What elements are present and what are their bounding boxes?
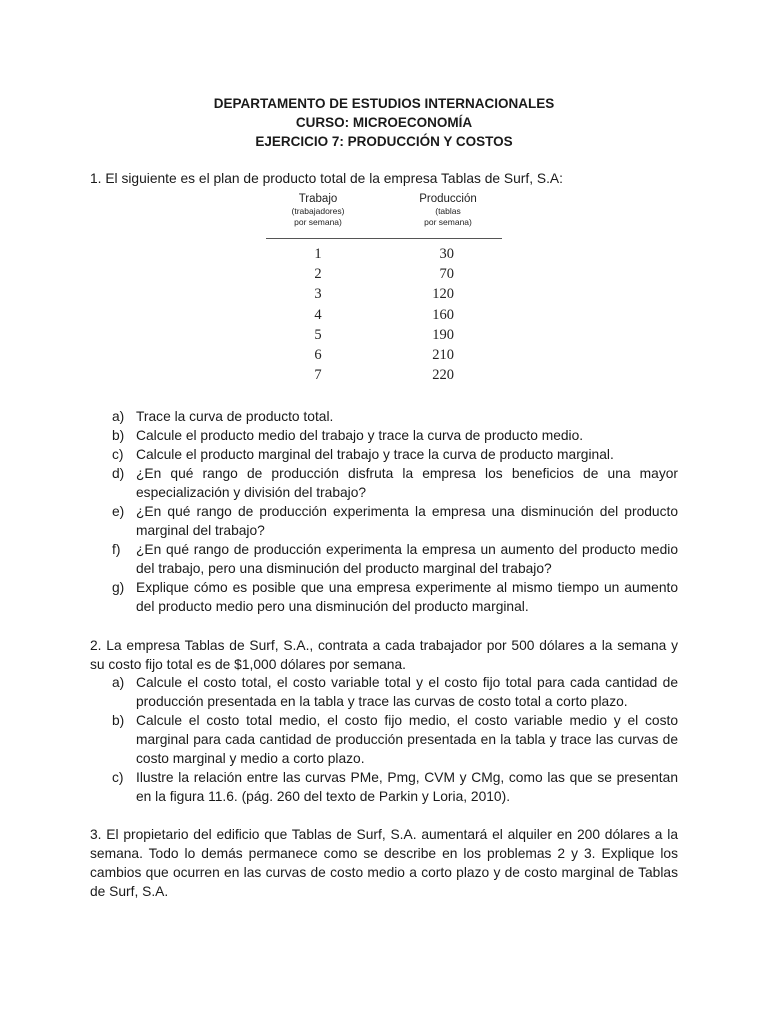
column-title: Producción <box>419 193 477 205</box>
list-item <box>112 768 678 806</box>
produccion-cell: 190 <box>432 326 454 343</box>
trabajo-cell: 6 <box>314 346 322 363</box>
column-subtitle: (tablas <box>435 206 461 216</box>
item-text: Explique cómo es posible que una empresa experimente al mismo tiempo un aumento del producto medio pero una disminución del producto marginal. <box>136 580 678 614</box>
item-label: c) <box>112 770 124 785</box>
trabajo-cell: 4 <box>314 306 322 323</box>
production-table <box>266 192 502 385</box>
item-text: Trace la curva de producto total. <box>136 409 334 424</box>
table-header <box>266 192 502 239</box>
item-text: Calcule el costo total, el costo variable total y el costo fijo total para cada cantidad de producción presentada en la tabla y trace las curvas de costo total a corto plazo. <box>136 675 678 709</box>
column-subtitle: por semana) <box>424 217 472 227</box>
question-3-text: 3. El propietario del edificio que Tablas de Surf, S.A. aumentará el alquiler en 200 dólares a la semana. Todo lo demás permanece como se describe en los problemas 2 y 3. Explique los cambios que ocurren en las curvas de costo medio a corto plazo y de costo marginal de Tablas de Surf, S.A. <box>90 827 678 899</box>
document-header <box>0 94 768 151</box>
item-text: ¿En qué rango de producción experimenta la empresa un aumento del producto medio del trabajo, pero una disminución del producto marginal del trabajo? <box>136 542 678 576</box>
column-subtitle: por semana) <box>294 217 342 227</box>
item-label: c) <box>112 447 124 462</box>
produccion-cell: 210 <box>432 346 454 363</box>
table-row <box>266 284 502 304</box>
table-row <box>266 325 502 345</box>
table-row <box>266 305 502 325</box>
item-label: f) <box>112 542 121 557</box>
question-2-intro: 2. La empresa Tablas de Surf, S.A., contrata a cada trabajador por 500 dólares a la semana y su costo fijo total es de $1,000 dólares por semana. <box>90 638 678 672</box>
list-item <box>112 464 678 502</box>
table-row <box>266 365 502 385</box>
item-label: a) <box>112 675 125 690</box>
item-text: Ilustre la relación entre las curvas PMe, Pmg, CVM y CMg, como las que se presentan en la figura 11.6. (pág. 260 del texto de Parkin y Loria, 2010). <box>136 770 678 804</box>
produccion-cell: 70 <box>439 266 454 283</box>
item-label: b) <box>112 428 125 443</box>
list-item <box>112 578 678 616</box>
column-title: Trabajo <box>298 193 338 205</box>
question-2-items <box>112 673 678 806</box>
item-label: a) <box>112 409 125 424</box>
question-1-intro: 1. El siguiente es el plan de producto total de la empresa Tablas de Surf, S.A: <box>90 171 563 186</box>
list-item <box>112 673 678 711</box>
trabajo-cell: 1 <box>314 246 322 262</box>
list-item <box>112 426 678 445</box>
item-text: Calcule el producto marginal del trabajo y trace la curva de producto marginal. <box>136 447 614 462</box>
column-header-produccion <box>400 192 496 228</box>
table-row <box>266 264 502 284</box>
list-item <box>112 540 678 578</box>
table-row <box>266 345 502 365</box>
item-text: ¿En qué rango de producción experimenta la empresa una disminución del producto marginal del trabajo? <box>136 504 678 538</box>
column-header-trabajo <box>274 192 362 228</box>
table-row <box>266 244 502 264</box>
produccion-cell: 160 <box>432 306 454 323</box>
produccion-cell: 220 <box>432 367 454 384</box>
item-label: d) <box>112 466 125 481</box>
item-label: b) <box>112 713 125 728</box>
produccion-cell: 120 <box>432 286 454 303</box>
item-text: ¿En qué rango de producción disfruta la empresa los beneficios de una mayor especialización y división del trabajo? <box>136 466 678 500</box>
item-text: Calcule el costo total medio, el costo fijo medio, el costo variable medio y el costo marginal para cada cantidad de producción presentada en la tabla y trace las curvas de costo marginal y medio a corto plazo. <box>136 713 678 766</box>
course-title: CURSO: MICROECONOMÍA <box>295 115 473 130</box>
trabajo-cell: 3 <box>314 286 322 303</box>
list-item <box>112 445 678 464</box>
trabajo-cell: 2 <box>314 266 322 283</box>
exercise-title: EJERCICIO 7: PRODUCCIÓN Y COSTOS <box>255 134 513 149</box>
list-item <box>112 407 678 426</box>
list-item <box>112 502 678 540</box>
item-label: g) <box>112 580 125 595</box>
list-item <box>112 711 678 768</box>
department-title: DEPARTAMENTO DE ESTUDIOS INTERNACIONALES <box>213 96 555 111</box>
column-subtitle: (trabajadores) <box>291 206 345 216</box>
trabajo-cell: 5 <box>314 326 322 343</box>
trabajo-cell: 7 <box>314 367 322 384</box>
question-1-items <box>112 407 678 616</box>
table-body <box>266 244 502 385</box>
item-label: e) <box>112 504 125 519</box>
produccion-cell: 30 <box>439 246 454 262</box>
item-text: Calcule el producto medio del trabajo y trace la curva de producto medio. <box>136 428 584 443</box>
